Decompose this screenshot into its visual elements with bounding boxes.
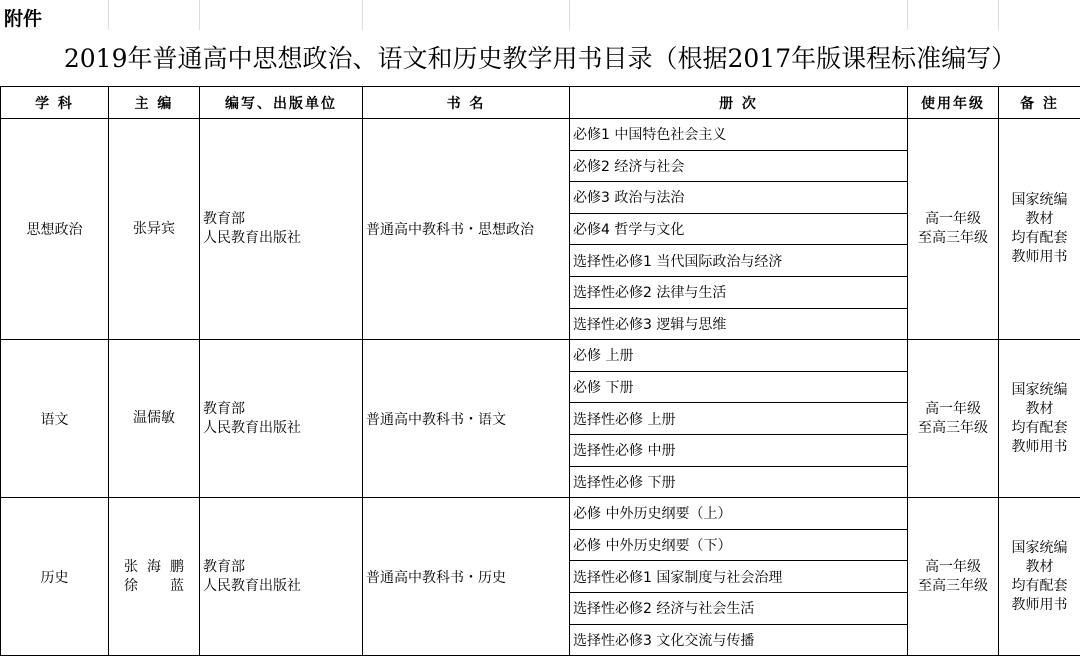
publisher-line: 人民教育出版社 (203, 577, 362, 596)
grid-line (907, 0, 908, 30)
note-cell (999, 340, 1080, 498)
header-book: 书 名 (363, 87, 570, 119)
grade-line: 至高三年级 (908, 419, 998, 438)
annex-row (0, 0, 1080, 30)
note-line: 均有配套 (999, 577, 1080, 596)
volume-cell: 选择性必修2 法律与生活 (570, 276, 908, 308)
volume-cell: 必修2 经济与社会 (570, 150, 908, 182)
note-line: 教材 (999, 400, 1080, 419)
note-line: 教材 (999, 558, 1080, 577)
book-cell: 普通高中教科书・语文 (363, 340, 570, 498)
editor-name: 温儒敏 (109, 409, 199, 428)
header-publisher: 编写、出版单位 (200, 87, 363, 119)
volume-cell: 选择性必修2 经济与社会生活 (570, 592, 908, 624)
header-subject: 学 科 (1, 87, 109, 119)
header-note: 备 注 (999, 87, 1080, 119)
publisher-cell (200, 340, 363, 498)
volume-cell: 选择性必修1 当代国际政治与经济 (570, 245, 908, 277)
note-line: 国家统编 (999, 191, 1080, 210)
grade-line: 高一年级 (908, 210, 998, 229)
volume-cell: 必修4 哲学与文化 (570, 213, 908, 245)
volume-cell: 选择性必修3 逻辑与思维 (570, 308, 908, 340)
editor-cell (109, 498, 200, 656)
volume-cell: 必修 上册 (570, 340, 908, 372)
volume-cell: 选择性必修 下册 (570, 466, 908, 498)
grade-cell (908, 119, 999, 340)
grade-line: 高一年级 (908, 400, 998, 419)
volume-cell: 选择性必修3 文化交流与传播 (570, 624, 908, 656)
volume-cell: 必修1 中国特色社会主义 (570, 119, 908, 151)
note-cell (999, 498, 1080, 656)
note-line: 教师用书 (999, 248, 1080, 267)
annex-label: 附件 (4, 4, 42, 31)
volume-cell: 必修3 政治与法治 (570, 182, 908, 214)
grid-line (569, 0, 570, 30)
volume-cell: 必修 下册 (570, 371, 908, 403)
page-title: 2019年普通高中思想政治、语文和历史教学用书目录（根据2017年版课程标准编写） (0, 34, 1080, 84)
grade-cell (908, 340, 999, 498)
grid-line (108, 0, 109, 30)
publisher-cell (200, 119, 363, 340)
publisher-line: 教育部 (203, 400, 362, 419)
editor-cell (109, 340, 200, 498)
volume-cell: 选择性必修1 国家制度与社会治理 (570, 561, 908, 593)
volume-cell: 必修 中外历史纲要（上） (570, 498, 908, 530)
table-row (1, 340, 1080, 372)
subject-cell: 语文 (1, 340, 109, 498)
publisher-line: 教育部 (203, 210, 362, 229)
header-volume: 册 次 (570, 87, 908, 119)
note-line: 国家统编 (999, 539, 1080, 558)
grid-line (199, 0, 200, 30)
editor-name: 张异宾 (109, 220, 199, 239)
subject-cell: 思想政治 (1, 119, 109, 340)
note-line: 均有配套 (999, 229, 1080, 248)
note-line: 教材 (999, 210, 1080, 229)
grade-cell (908, 498, 999, 656)
note-cell (999, 119, 1080, 340)
note-line: 均有配套 (999, 419, 1080, 438)
book-cell: 普通高中教科书・思想政治 (363, 119, 570, 340)
grade-line: 至高三年级 (908, 229, 998, 248)
editor-name: 张海鹏 (124, 558, 184, 577)
table-row (1, 498, 1080, 530)
header-grade: 使用年级 (908, 87, 999, 119)
publisher-cell (200, 498, 363, 656)
grade-line: 高一年级 (908, 558, 998, 577)
grid-line (998, 0, 999, 30)
book-cell: 普通高中教科书・历史 (363, 498, 570, 656)
volume-cell: 选择性必修 中册 (570, 434, 908, 466)
catalog-table (0, 86, 1080, 656)
note-line: 教师用书 (999, 596, 1080, 615)
publisher-line: 教育部 (203, 558, 362, 577)
editor-name: 徐 蓝 (124, 577, 184, 596)
header-row (1, 87, 1080, 119)
publisher-line: 人民教育出版社 (203, 419, 362, 438)
grade-line: 至高三年级 (908, 577, 998, 596)
note-line: 教师用书 (999, 438, 1080, 457)
note-line: 国家统编 (999, 381, 1080, 400)
volume-cell: 必修 中外历史纲要（下） (570, 529, 908, 561)
subject-cell: 历史 (1, 498, 109, 656)
editor-cell (109, 119, 200, 340)
publisher-line: 人民教育出版社 (203, 229, 362, 248)
grid-line (362, 0, 363, 30)
header-editor: 主 编 (109, 87, 200, 119)
volume-cell: 选择性必修 上册 (570, 403, 908, 435)
table-row (1, 119, 1080, 151)
